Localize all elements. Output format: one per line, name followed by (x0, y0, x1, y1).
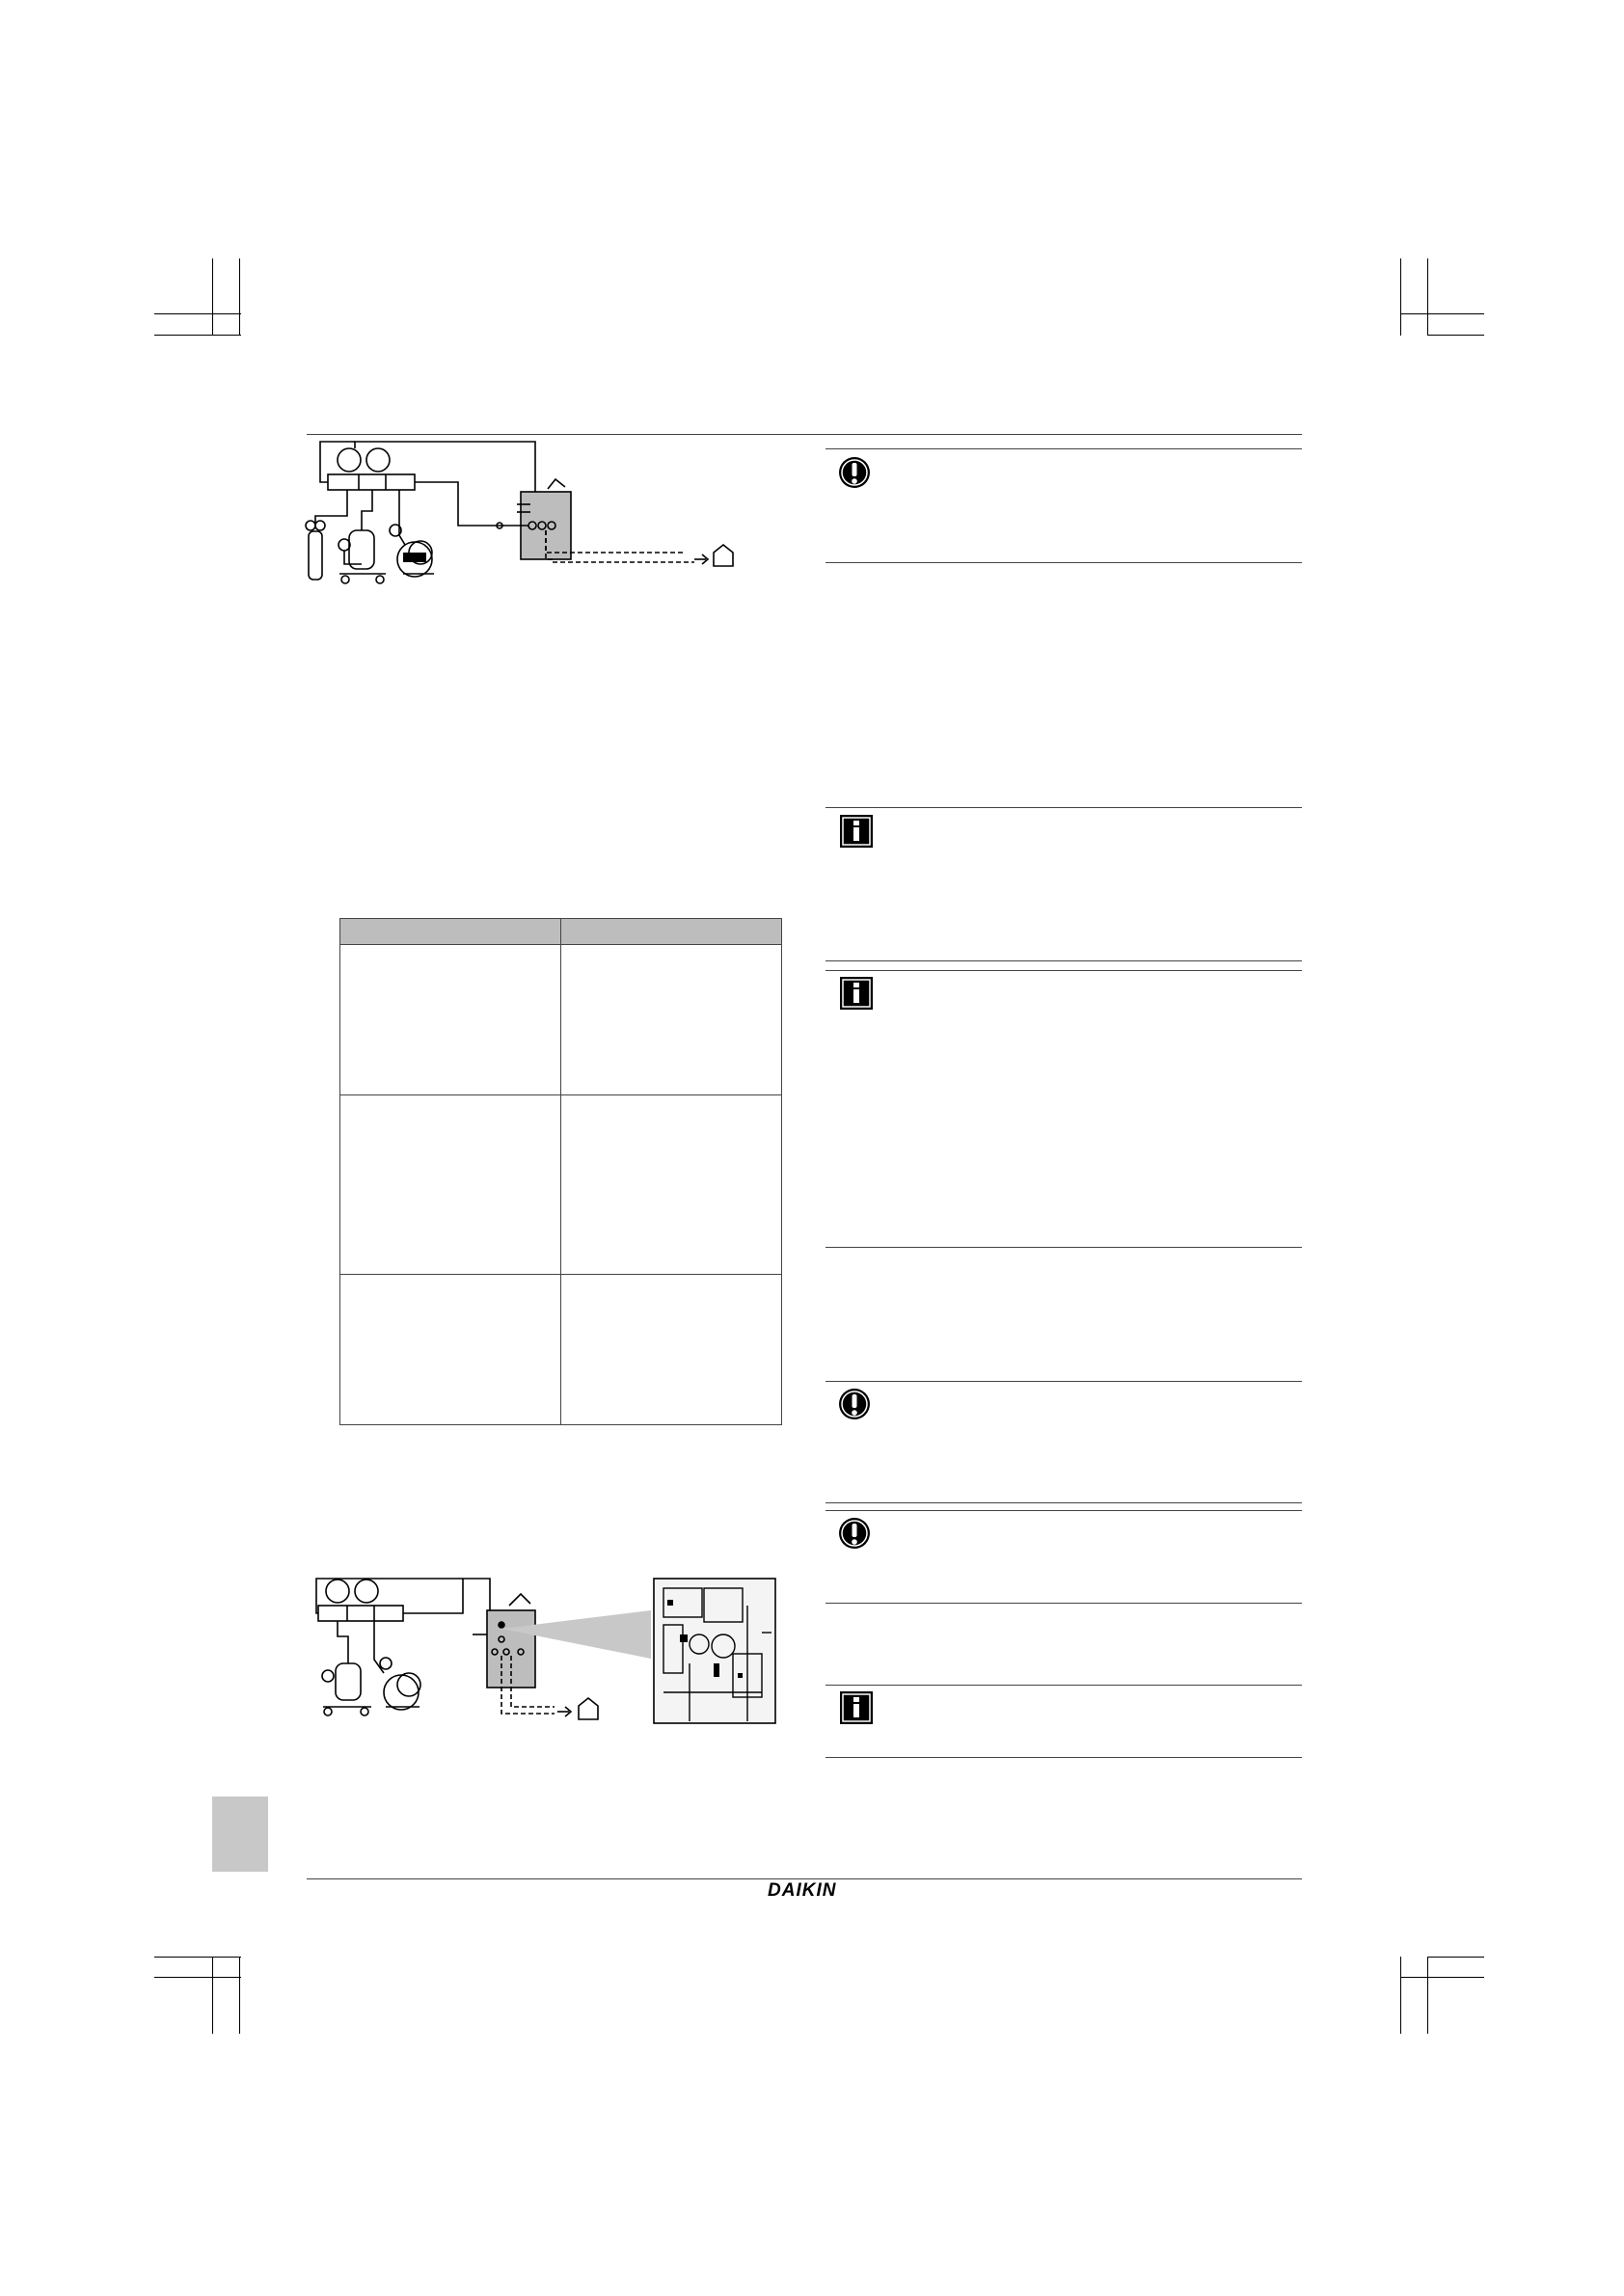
exclamation-icon (837, 1387, 872, 1421)
crop-mark (1400, 313, 1484, 314)
specification-table (339, 918, 782, 1425)
crop-mark (1427, 1957, 1428, 2034)
exclamation-icon (837, 1516, 872, 1551)
notice-rule (826, 448, 1302, 449)
crop-mark (154, 335, 241, 336)
table-header-cell (560, 919, 782, 945)
notice-rule (826, 1247, 1302, 1248)
crop-mark (1400, 1977, 1484, 1978)
table-cell (560, 1095, 782, 1275)
crop-mark (154, 313, 241, 314)
table-cell (560, 1275, 782, 1425)
crop-mark (1427, 335, 1484, 336)
table-row (340, 1095, 782, 1275)
notice-rule (826, 1603, 1302, 1604)
notice-rule (826, 1757, 1302, 1758)
table-cell (560, 945, 782, 1095)
information-icon (839, 976, 874, 1011)
crop-mark (239, 1957, 240, 2034)
table-cell (340, 945, 561, 1095)
crop-mark (1400, 1957, 1401, 2034)
chapter-thumb-tab (212, 1796, 268, 1872)
notice-rule (826, 960, 1302, 961)
notice-rule (826, 1685, 1302, 1686)
crop-mark (1427, 258, 1428, 336)
exclamation-icon (837, 455, 872, 490)
header-rule (307, 434, 1302, 435)
table-row (340, 1275, 782, 1425)
information-icon (839, 814, 874, 849)
crop-mark (1400, 258, 1401, 336)
notice-rule (826, 807, 1302, 808)
nitrogen-pressure-test-diagram (289, 439, 752, 593)
crop-mark (154, 1957, 241, 1958)
crop-mark (212, 1957, 213, 2034)
crop-mark (239, 258, 240, 336)
table-header-row (340, 919, 782, 945)
notice-rule (826, 1510, 1302, 1511)
notice-rule (826, 1381, 1302, 1382)
footer-rule (307, 1878, 1302, 1879)
crop-mark (212, 258, 213, 336)
table-row (340, 945, 782, 1095)
table-cell (340, 1095, 561, 1275)
brand-logo: DAIKIN (768, 1880, 837, 1901)
table-header-cell (340, 919, 561, 945)
crop-mark (154, 1977, 241, 1978)
crop-mark (1427, 1957, 1484, 1958)
vacuum-drying-diagram (309, 1567, 791, 1741)
notice-rule (826, 970, 1302, 971)
notice-rule (826, 1502, 1302, 1503)
notice-rule (826, 562, 1302, 563)
table-cell (340, 1275, 561, 1425)
information-icon (839, 1690, 874, 1725)
